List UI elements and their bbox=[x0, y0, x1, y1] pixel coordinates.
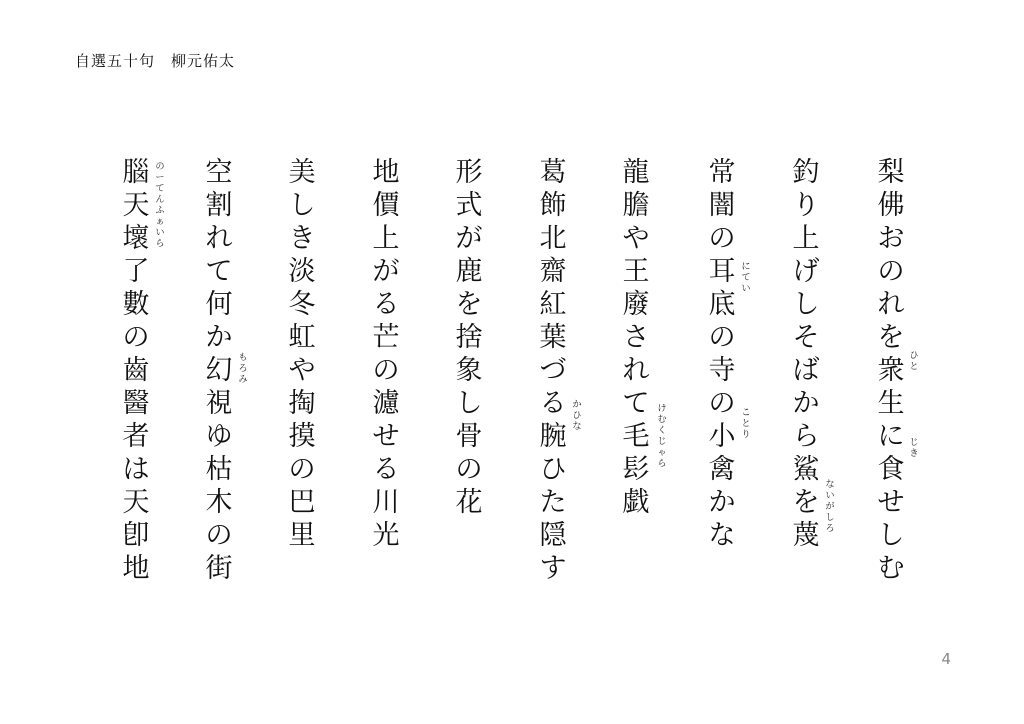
poem-line: 形 式 が 鹿 を 捨 象 し 骨 の 花 bbox=[455, 157, 483, 518]
poem-line: 地 價 上 が る 芒 の 濾 せ る 川 光 bbox=[372, 157, 400, 551]
ruby-hito: ひ と bbox=[909, 351, 919, 372]
poem-line: 葛 飾 北 齋 紅 葉 づ る 腕 ひ た 隠 す bbox=[539, 157, 567, 584]
ruby-jiki: じ き bbox=[909, 438, 919, 459]
poem-line: 常 闇 の 耳 底 の 寺 の 小 禽 か な bbox=[708, 157, 736, 551]
collection-title: 自選五十句 bbox=[75, 52, 156, 70]
poem-line: 腦 天 壞 了 數 の 齒 醫 者 は 天 卽 地 bbox=[122, 157, 150, 584]
ruby-kemukujara: け む く じ ゃ ら bbox=[657, 404, 667, 469]
poem-line: 美 し き 淡 冬 虹 や 掏 摸 の 巴 里 bbox=[288, 157, 316, 551]
ruby-naigashiro: な い が し ろ bbox=[825, 480, 835, 534]
ruby-kahina: か ひ な bbox=[572, 400, 582, 432]
poem-line: 梨 佛 お の れ を 衆 生 に 食 せ し む bbox=[877, 157, 905, 584]
ruby-noutenfuai: の ー て ん ふ ぁ い ら bbox=[155, 162, 165, 249]
ruby-moromi: も ろ み bbox=[238, 353, 248, 385]
poem-line: 釣 り 上 げ し そ ば か ら 鯊 を 蔑 bbox=[792, 157, 820, 551]
poem-line: 空 割 れ て 何 か 幻 視 ゆ 枯 木 の 街 bbox=[205, 157, 233, 584]
ruby-kotori: こ と り bbox=[741, 408, 751, 440]
author-name: 柳元佑太 bbox=[171, 52, 236, 70]
page-number: 4 bbox=[941, 650, 951, 668]
ruby-nitei: に て い bbox=[741, 262, 751, 294]
poem-line: 龍 膽 や 王 廢 さ れ て 毛 髟 戯 bbox=[622, 157, 650, 518]
